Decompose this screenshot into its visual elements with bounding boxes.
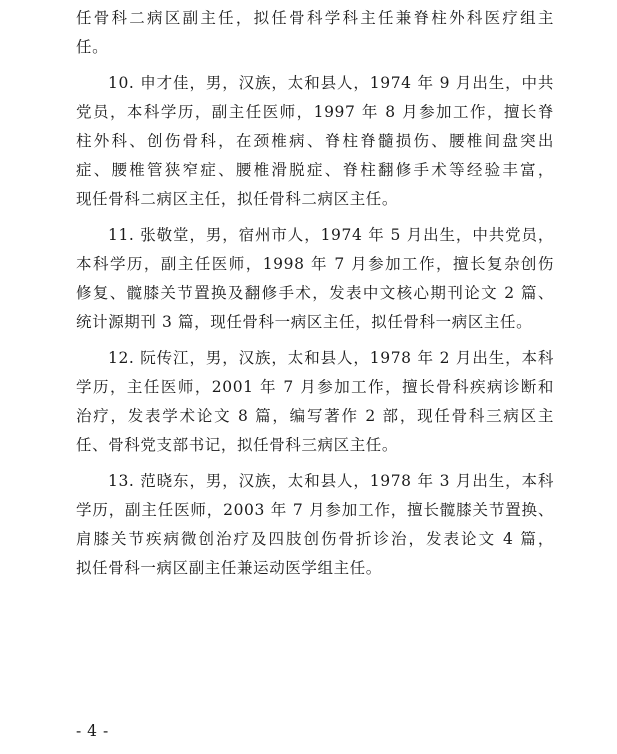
text-line: 党员，本科学历，副主任医师，1997 年 8 月参加工作，擅长脊: [76, 103, 554, 121]
text-line: 任骨科二病区副主任，拟任骨科学科主任兼脊柱外科医疗组主: [76, 9, 554, 27]
entry-paragraph-13: [76, 467, 554, 583]
text-line: 肩膝关节疾病微创治疗及四肢创伤骨折诊治，发表论文 4 篇，: [76, 530, 554, 548]
text-line: 11. 张敬堂，男，宿州市人，1974 年 5 月出生，中共党员，: [108, 226, 554, 244]
text-line: 症、腰椎管狭窄症、腰椎滑脱症、脊柱翻修手术等经验丰富，: [76, 161, 554, 179]
text-line: 柱外科、创伤骨科，在颈椎病、脊柱脊髓损伤、腰椎间盘突出: [76, 132, 554, 150]
text-line: 统计源期刊 3 篇，现任骨科一病区主任，拟任骨科一病区主任。: [76, 313, 533, 331]
text-line: 10. 申才佳，男，汉族，太和县人，1974 年 9 月出生，中共: [108, 74, 554, 92]
text-line: 修复、髋膝关节置换及翻修手术，发表中文核心期刊论文 2 篇、: [76, 284, 554, 302]
text-line: 学历，副主任医师，2003 年 7 月参加工作，擅长髋膝关节置换、: [76, 501, 554, 519]
document-body: [76, 4, 554, 583]
entry-paragraph-11: [76, 221, 554, 337]
text-line: 本科学历，副主任医师，1998 年 7 月参加工作，擅长复杂创伤: [76, 255, 554, 273]
text-line: 13. 范晓东，男，汉族，太和县人，1978 年 3 月出生，本科: [108, 472, 554, 490]
intro-paragraph: [76, 4, 554, 62]
text-line: 任。: [76, 38, 109, 56]
entry-paragraph-12: [76, 344, 554, 460]
text-line: 现任骨科二病区主任，拟任骨科二病区主任。: [76, 190, 399, 208]
text-line: 学历，主任医师，2001 年 7 月参加工作，擅长骨科疾病诊断和: [76, 378, 554, 396]
text-line: 拟任骨科一病区副主任兼运动医学组主任。: [76, 559, 382, 577]
text-line: 治疗，发表学术论文 8 篇，编写著作 2 部，现任骨科三病区主: [76, 407, 554, 425]
entry-paragraph-10: [76, 69, 554, 214]
page-number: - 4 -: [76, 722, 109, 740]
text-line: 任、骨科党支部书记，拟任骨科三病区主任。: [76, 436, 399, 454]
text-line: 12. 阮传江，男，汉族，太和县人，1978 年 2 月出生，本科: [108, 349, 554, 367]
